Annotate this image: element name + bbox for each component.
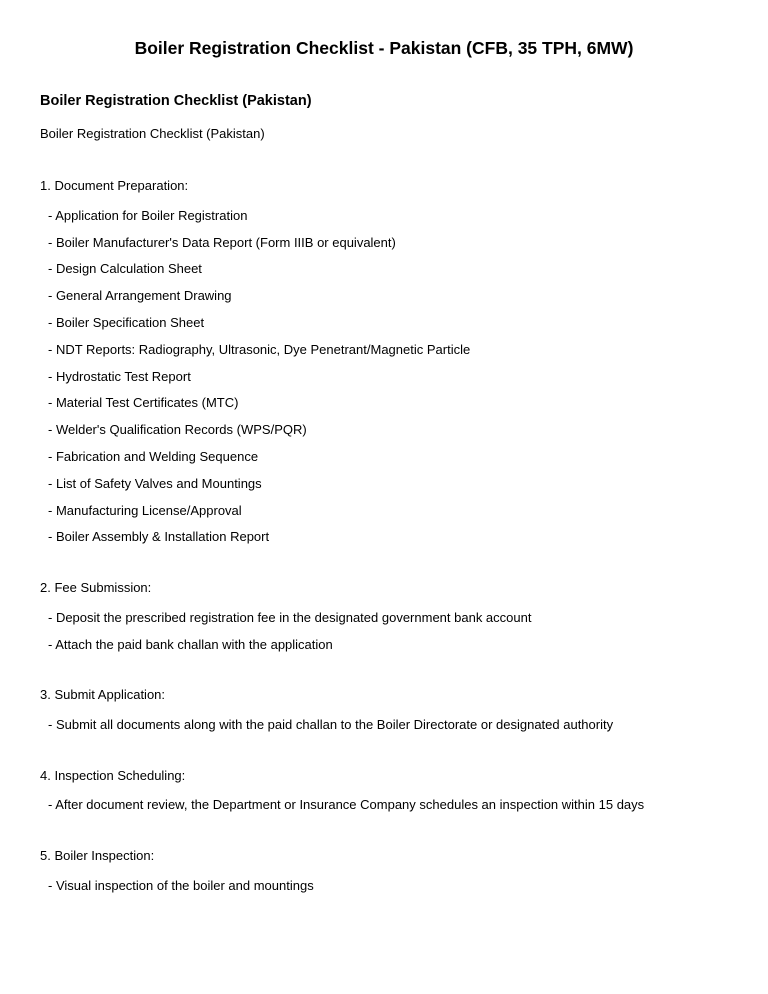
section-title: 2. Fee Submission: bbox=[40, 580, 152, 595]
section-title: 5. Boiler Inspection: bbox=[40, 848, 155, 863]
checklist-item: - Boiler Assembly & Installation Report bbox=[48, 529, 270, 545]
checklist-item: - List of Safety Valves and Mountings bbox=[48, 475, 262, 491]
checklist-item: - After document review, the Department or Insurance Company schedules an inspection within 15 days bbox=[48, 797, 645, 813]
section-heading: Boiler Registration Checklist (Pakistan) bbox=[40, 93, 312, 109]
checklist-item: - Boiler Manufacturer's Data Report (Form IIIB or equivalent) bbox=[48, 234, 396, 250]
checklist-item: - Boiler Specification Sheet bbox=[48, 315, 205, 330]
section-title: 1. Document Preparation: bbox=[40, 178, 189, 193]
checklist-item: - Welder's Qualification Records (WPS/PQR) bbox=[48, 422, 307, 438]
checklist-item: - Submit all documents along with the paid challan to the Boiler Directorate or designated authority bbox=[48, 717, 614, 732]
document-title: Boiler Registration Checklist - Pakistan (CFB, 35 TPH, 6MW) bbox=[134, 38, 634, 58]
section-title: 3. Submit Application: bbox=[40, 687, 166, 703]
checklist-item: - Hydrostatic Test Report bbox=[48, 368, 191, 384]
checklist-item: - Design Calculation Sheet bbox=[48, 261, 202, 277]
checklist-item: - Deposit the prescribed registration fee in the designated government bank account bbox=[48, 609, 532, 625]
checklist-item: - Manufacturing License/Approval bbox=[48, 502, 242, 518]
checklist-item: - Material Test Certificates (MTC) bbox=[48, 395, 239, 411]
section-title: 4. Inspection Scheduling: bbox=[40, 767, 186, 783]
checklist-item: - Application for Boiler Registration bbox=[48, 207, 248, 223]
intro-text: Boiler Registration Checklist (Pakistan) bbox=[40, 126, 265, 141]
checklist-item: - Fabrication and Welding Sequence bbox=[48, 449, 259, 464]
checklist-item: - Visual inspection of the boiler and mountings bbox=[48, 877, 314, 893]
checklist-item: - NDT Reports: Radiography, Ultrasonic, Dye Penetrant/Magnetic Particle bbox=[48, 341, 471, 357]
checklist-item: - General Arrangement Drawing bbox=[48, 288, 232, 304]
checklist-item: - Attach the paid bank challan with the application bbox=[48, 636, 333, 652]
